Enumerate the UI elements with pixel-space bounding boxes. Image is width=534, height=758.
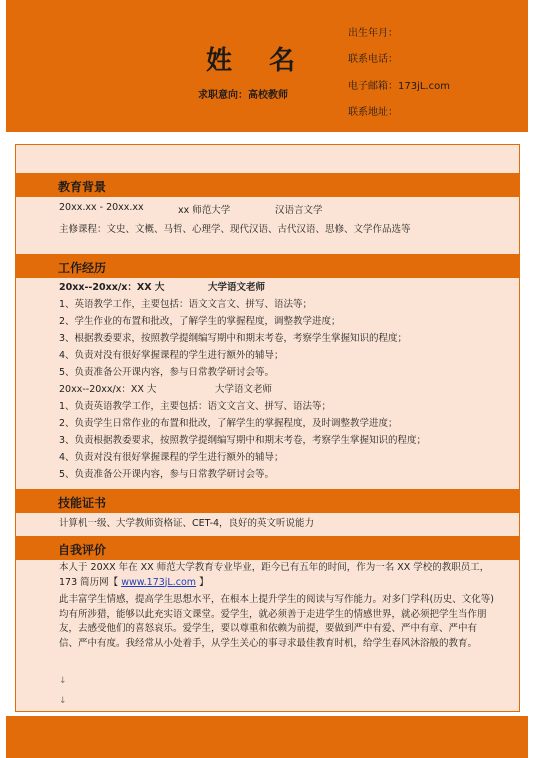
job2-role: 大学语文老师 bbox=[215, 384, 273, 395]
evaluation-para-1 bbox=[59, 561, 495, 590]
job1-item: 1、英语教学工作，主要包括：语文文言文、拼写、语法等； bbox=[59, 299, 313, 310]
education-date: 20xx.xx - 20xx.xx bbox=[59, 202, 144, 213]
section-evaluation-bar bbox=[15, 536, 520, 560]
section-skills-bar bbox=[15, 489, 520, 513]
education-courses: 主修课程：文史、文概、马哲、心理学、现代汉语、古代汉语、思修、文学作品选等 bbox=[59, 224, 411, 235]
website-link[interactable]: www.173jL.com bbox=[121, 576, 197, 588]
job-intent: 求职意向：高校教师 bbox=[198, 90, 288, 101]
job1-item: 5、负责准备公开课内容，参与日常教学研讨会等。 bbox=[59, 367, 275, 378]
skills-text: 计算机一级、大学教师资格证、CET-4，良好的英文听说能力 bbox=[59, 518, 315, 529]
education-major: 汉语言文学 bbox=[275, 205, 323, 216]
section-work-bar bbox=[15, 254, 520, 278]
info-email: 电子邮箱：173jL.com bbox=[348, 81, 450, 92]
info-phone: 联系电话： bbox=[348, 54, 398, 65]
evaluation-para-2: 此丰富学生情感，提高学生思想水平，在根本上提升学生的阅读与写作能力。对多门学科(历史、文化等)均有所涉猎，能够以此充实语文课堂。爱学生，就必须善于走进学生的情感世界，就必须把学生当作朋友，去感受他们的喜怒哀乐。爱学生，要以尊重和依赖为前提，要做到严中有爱、严中有章、严中有信、严中有度。我经常从小处着手，从学生关心的事寻求最佳教育时机，给学生春风沐浴般的教育。 bbox=[59, 594, 494, 649]
paragraph-mark: ↓ bbox=[59, 696, 67, 706]
evaluation-text: 】 bbox=[199, 576, 209, 588]
education-school: xx 师范大学 bbox=[178, 205, 231, 216]
section-skills-title: 技能证书 bbox=[58, 496, 107, 510]
name-title: 姓 名 bbox=[206, 46, 310, 76]
section-education-bar bbox=[15, 173, 520, 197]
section-evaluation-title: 自我评价 bbox=[58, 543, 107, 557]
job2-item: 2、负责学生日常作业的布置和批改，了解学生的掌握程度，及时调整教学进度； bbox=[59, 418, 398, 429]
job2-item: 1、负责英语教学工作，主要包括：语文文言文、拼写、语法等； bbox=[59, 401, 332, 412]
evaluation-text: 本人于 20XX 年在 XX 师范大学教育专业毕业，距今已有五年的时间，作为一名 XX 学校的教职员工，173 简历网【 bbox=[59, 562, 490, 588]
job1-role: 大学语文老师 bbox=[208, 282, 266, 293]
paragraph-mark: ↓ bbox=[59, 676, 67, 686]
info-address: 联系地址： bbox=[348, 107, 398, 118]
job2-date: 20xx--20xx/x：XX 大 bbox=[59, 384, 157, 395]
section-education-title: 教育背景 bbox=[58, 180, 107, 194]
job1-item: 3、根据教委要求，按照教学提纲编写期中和期末考卷，考察学生掌握知识的程度； bbox=[59, 333, 408, 344]
header-band bbox=[6, 0, 528, 132]
job1-item: 4、负责对没有很好掌握课程的学生进行额外的辅导； bbox=[59, 350, 284, 361]
job2-item: 4、负责对没有很好掌握课程的学生进行额外的辅导； bbox=[59, 452, 284, 463]
job2-item: 5、负责准备公开课内容，参与日常教学研讨会等。 bbox=[59, 469, 275, 480]
footer-band bbox=[6, 716, 528, 758]
job2-item: 3、负责根据教委要求，按照教学提纲编写期中和期末考卷，考察学生掌握知识的程度； bbox=[59, 435, 427, 446]
job1-date: 20xx--20xx/x：XX 大 bbox=[59, 282, 165, 293]
section-work-title: 工作经历 bbox=[58, 261, 107, 275]
job1-item: 2、学生作业的布置和批改，了解学生的掌握程度，调整教学进度； bbox=[59, 316, 341, 327]
info-birth: 出生年月： bbox=[348, 28, 398, 39]
